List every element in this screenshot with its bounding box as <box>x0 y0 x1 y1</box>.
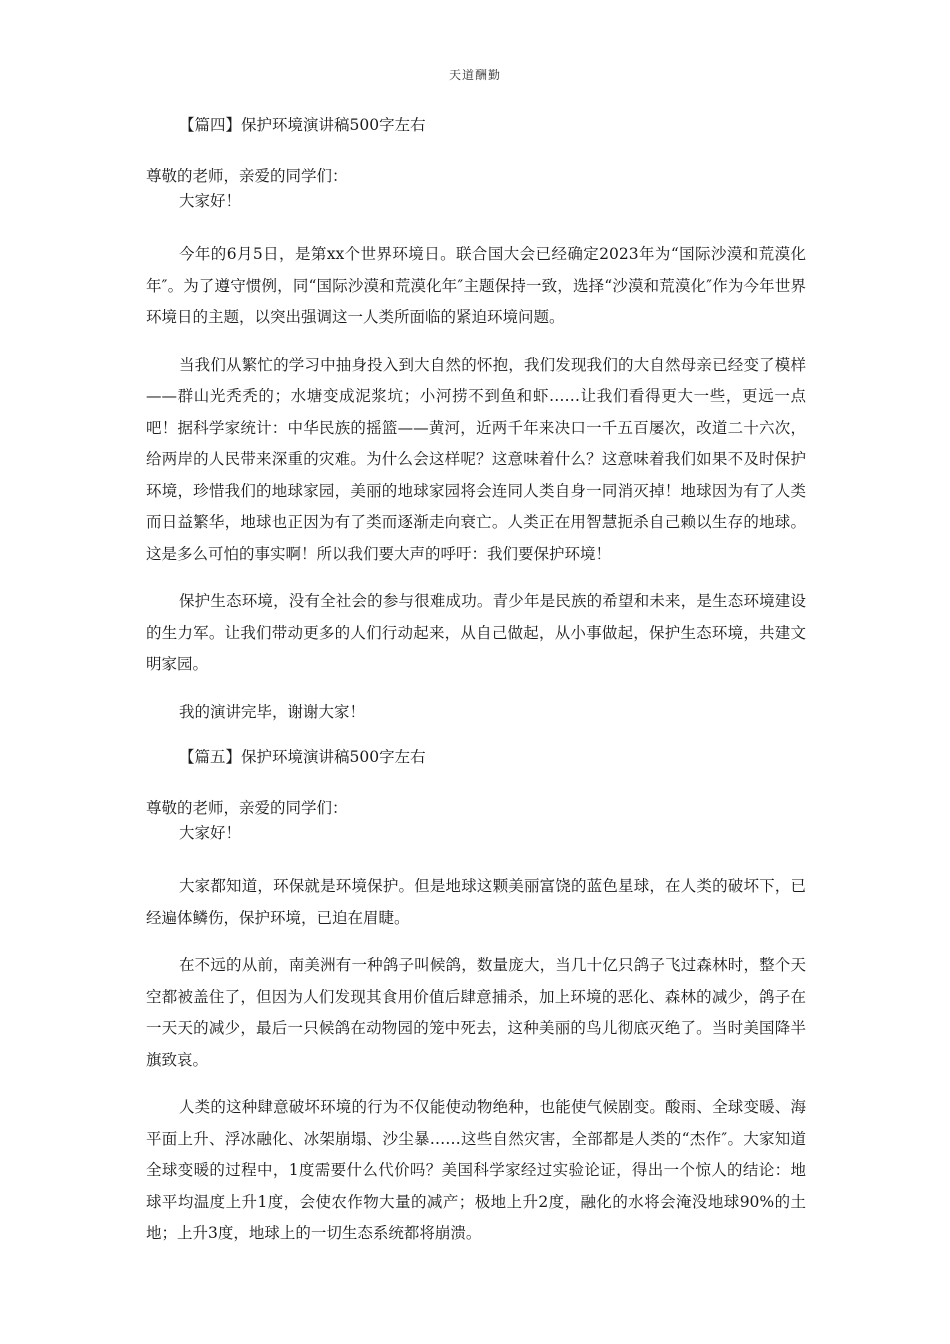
section-four-paragraph-1: 今年的6月5日，是第xx个世界环境日。联合国大会已经确定2023年为“国际沙漠和荒漠化年″。为了遵守惯例，同“国际沙漠和荒漠化年″主题保持一致，选择“沙漠和荒漠化″作为今年世界环境日的主题，以突出强调这一人类所面临的紧迫环境问题。 <box>146 245 806 326</box>
section-four-paragraph-3: 保护生态环境，没有全社会的参与很难成功。青少年是民族的希望和未来，是生态环境建设的生力军。让我们带动更多的人们行动起来，从自己做起，从小事做起，保护生态环境，共建文明家园。 <box>146 592 806 673</box>
section-five-paragraph-3: 人类的这种肆意破坏环境的行为不仅能使动物绝种，也能使气候剧变。酸雨、全球变暖、海平面上升、浮冰融化、冰架崩塌、沙尘暴……这些自然灾害，全部都是人类的“杰作″。大家知道全球变暖的过程中，1度需要什么代价吗？美国科学家经过实验论证，得出一个惊人的结论：地球平均温度上升1度，会使农作物大量的减产；极地上升2度，融化的水将会淹没地球90%的土地；上升3度，地球上的一切生态系统都将崩溃。 <box>146 1098 806 1242</box>
section-five-hello: 大家好！ <box>179 824 242 842</box>
section-five-paragraph-1: 大家都知道，环保就是环境保护。但是地球这颗美丽富饶的蓝色星球，在人类的破坏下，已经遍体鳞伤，保护环境，已迫在眉睫。 <box>146 877 806 927</box>
section-four-greeting: 尊敬的老师，亲爱的同学们： <box>146 167 348 185</box>
document-body <box>146 112 806 1266</box>
page-header: 天道酬勤 <box>448 68 501 82</box>
section-four-title: 【篇四】保护环境演讲稿500字左右 <box>179 116 426 134</box>
section-four-hello: 大家好！ <box>179 192 242 210</box>
section-four-paragraph-4: 我的演讲完毕，谢谢大家！ <box>179 702 366 721</box>
section-five-paragraph-2: 在不远的从前，南美洲有一种鸽子叫候鸽，数量庞大，当几十亿只鸽子飞过森林时，整个天空都被盖住了，但因为人们发现其食用价值后肆意捕杀，加上环境的恶化、森林的减少，鸽子在一天天的减少，最后一只候鸽在动物园的笼中死去，这种美丽的鸟儿彻底灭绝了。当时美国降半旗致哀。 <box>146 956 806 1069</box>
section-five-title: 【篇五】保护环境演讲稿500字左右 <box>179 748 426 766</box>
section-four-paragraph-2: 当我们从繁忙的学习中抽身投入到大自然的怀抱，我们发现我们的大自然母亲已经变了模样——群山光秃秃的；水塘变成泥浆坑；小河捞不到鱼和虾……让我们看得更大一些，更远一点吧！据科学家统计：中华民族的摇篮——黄河，近两千年来决口一千五百屡次，改道二十六次，给两岸的人民带来深重的灾难。为什么会这样呢？这意味着什么？这意味着我们如果不及时保护环境，珍惜我们的地球家园，美丽的地球家园将会连同人类自身一同消灭掉！地球因为有了人类而日益繁华，地球也正因为有了类而逐渐走向衰亡。人类正在用智慧扼杀自己赖以生存的地球。这是多么可怕的事实啊！所以我们要大声的呼吁：我们要保护环境！ <box>146 355 806 563</box>
section-five-greeting: 尊敬的老师，亲爱的同学们： <box>146 799 348 817</box>
